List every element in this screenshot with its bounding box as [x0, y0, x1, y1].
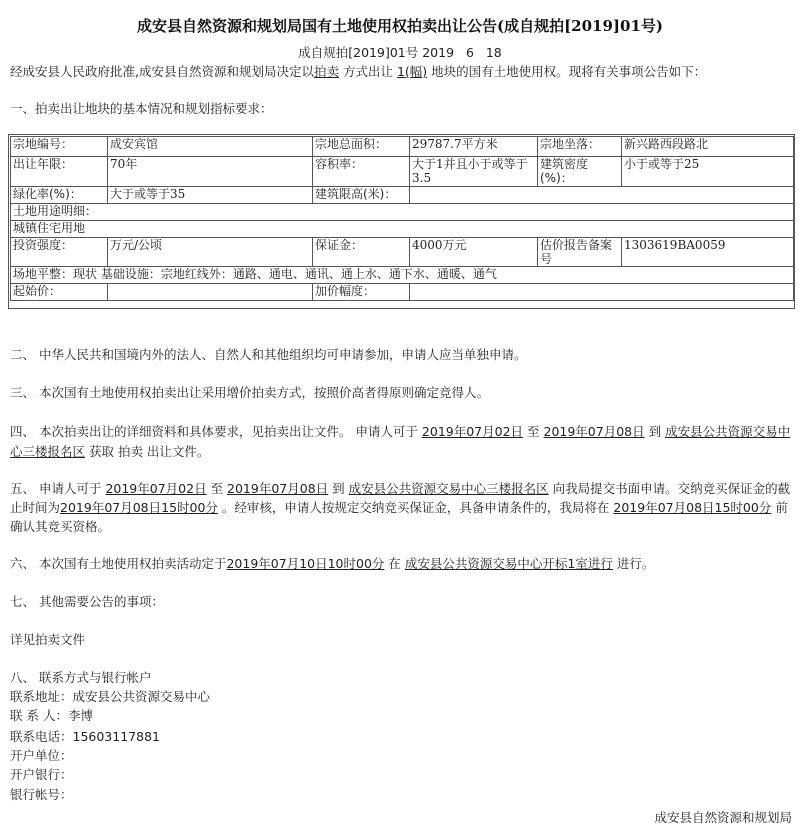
table-cell: 加价幅度：: [313, 284, 410, 301]
section-4-text: 至: [523, 424, 544, 439]
table-row: [11, 137, 794, 157]
section-6-text: 进行。: [612, 556, 655, 571]
table-cell: 投资强度：: [11, 238, 108, 267]
table-cell: 建筑限高(米)：: [313, 187, 410, 204]
table-cell: 城镇住宅用地: [11, 221, 794, 238]
account-number: 银行帐号：: [10, 787, 73, 802]
section-5-confirm-time: 2019年07月08日15时00分: [613, 500, 772, 515]
section-8-heading: 八、 联系方式与银行帐户: [10, 670, 152, 685]
table-cell: 大于1并且小于或等于3.5: [410, 157, 538, 187]
table-row: [11, 284, 794, 301]
table-cell: 建筑密度(%)：: [538, 157, 622, 187]
section-4-text: 四、 本次拍卖出让的详细资料和具体要求，见拍卖出让文件。 申请人可于: [10, 424, 422, 439]
section-6-time: 2019年07月10日10时00分: [226, 556, 385, 571]
intro-count: 1(幅): [396, 64, 428, 79]
table-cell: 估价报告备案号: [538, 238, 622, 267]
table-cell: [410, 187, 794, 204]
table-cell: 宗地编号：: [11, 137, 108, 157]
document-number: 成自规拍[2019]01号 2019 6 18: [298, 45, 502, 60]
intro-paragraph: [10, 63, 792, 81]
section-5-text: 前确认其竞买资格。: [10, 500, 788, 534]
land-info-table: [10, 136, 794, 301]
section-6-place: 成安县公共资源交易中心开标1室进行: [404, 556, 613, 571]
section-6: [10, 555, 792, 573]
table-cell: 70年: [108, 157, 313, 187]
account-bank: 开户银行：: [10, 767, 73, 782]
table-cell: 土地用途明细：: [11, 204, 794, 221]
section-5-date-start: 2019年07月02日: [105, 481, 207, 496]
table-cell: 1303619BA0059: [622, 238, 794, 267]
section-5-text: 向我局提交书面申请。交纳竞买保证金的截止时间为: [10, 481, 791, 515]
section-5-text: 五、 申请人可于: [10, 481, 106, 496]
account-unit: 开户单位：: [10, 748, 73, 763]
intro-text-3: 地块的国有土地使用权。现将有关事项公告如下：: [427, 64, 707, 79]
table-cell: 小于或等于25: [622, 157, 794, 187]
section-7-content: 详见拍卖文件: [10, 632, 86, 647]
issuer-signature: 成安县自然资源和规划局: [654, 810, 792, 825]
table-row: [11, 221, 794, 238]
section-4-date-start: 2019年07月02日: [421, 424, 524, 439]
table-cell: 29787.7平方米: [410, 137, 538, 157]
table-cell: 万元/公顷: [108, 238, 313, 267]
page-title: 成安县自然资源和规划局国有土地使用权拍卖出让公告(成自规拍[2019]01号): [136, 17, 663, 35]
table-cell: 宗地总面积：: [313, 137, 410, 157]
section-5: [10, 479, 792, 536]
section-4: [10, 422, 792, 462]
intro-text-2: 方式出让: [339, 64, 397, 79]
section-5-text: 到: [328, 481, 349, 496]
section-5-date-end: 2019年07月08日: [227, 481, 329, 496]
table-cell: 成安宾馆: [108, 137, 313, 157]
table-cell: 容积率：: [313, 157, 410, 187]
section-6-text: 在: [384, 556, 405, 571]
contact-phone: 联系电话：15603117881: [10, 729, 160, 744]
contact-address: 联系地址：成安县公共资源交易中心: [10, 689, 211, 704]
section-6-text: 六、 本次国有土地使用权拍卖活动定于: [10, 556, 227, 571]
table-cell: 起始价：: [11, 284, 108, 301]
section-1-heading: 一、拍卖出让地块的基本情况和规划指标要求：: [10, 101, 273, 116]
section-2: 二、 中华人民共和国境内外的法人、自然人和其他组织均可申请参加，申请人应当单独申请。: [10, 347, 527, 362]
table-row: [11, 187, 794, 204]
table-cell: [410, 284, 794, 301]
table-cell: 保证金：: [313, 238, 410, 267]
section-5-text: 。经审核，申请人按规定交纳竞买保证金，具备申请条件的，我局将在: [217, 500, 614, 515]
table-cell: 新兴路西段路北: [622, 137, 794, 157]
table-cell: 大于或等于35: [108, 187, 313, 204]
table-row: [11, 238, 794, 267]
table-row: [11, 204, 794, 221]
section-4-text: 获取 拍卖 出让文件。: [85, 444, 210, 459]
section-5-deadline: 2019年07月08日15时00分: [60, 500, 218, 515]
table-cell: 4000万元: [410, 238, 538, 267]
table-cell: 出让年限：: [11, 157, 108, 187]
table-cell: 宗地坐落：: [538, 137, 622, 157]
section-7-heading: 七、 其他需要公告的事项：: [10, 594, 164, 609]
section-5-place: 成安县公共资源交易中心三楼报名区: [348, 481, 549, 496]
section-5-text: 至: [206, 481, 228, 496]
contact-person: 联 系 人：李博: [10, 708, 93, 723]
table-cell: 场地平整：现状 基础设施：宗地红线外：通路、通电、通讯、通上水、通下水、通暖、通气: [11, 267, 794, 284]
section-4-place: 成安县公共资源交易中心三楼报名区: [10, 424, 791, 459]
intro-method: 拍卖: [313, 64, 339, 79]
section-4-text: 到: [644, 424, 666, 439]
table-cell: 绿化率(%)：: [11, 187, 108, 204]
table-cell: [108, 284, 313, 301]
table-row: [11, 157, 794, 187]
table-row: [11, 267, 794, 284]
section-3: 三、 本次国有土地使用权拍卖出让采用增价拍卖方式，按照价高者得原则确定竞得人。: [10, 385, 489, 400]
intro-text-1: 经成安县人民政府批准,成安县自然资源和规划局决定以: [10, 64, 314, 79]
section-4-date-end: 2019年07月08日: [543, 424, 645, 439]
